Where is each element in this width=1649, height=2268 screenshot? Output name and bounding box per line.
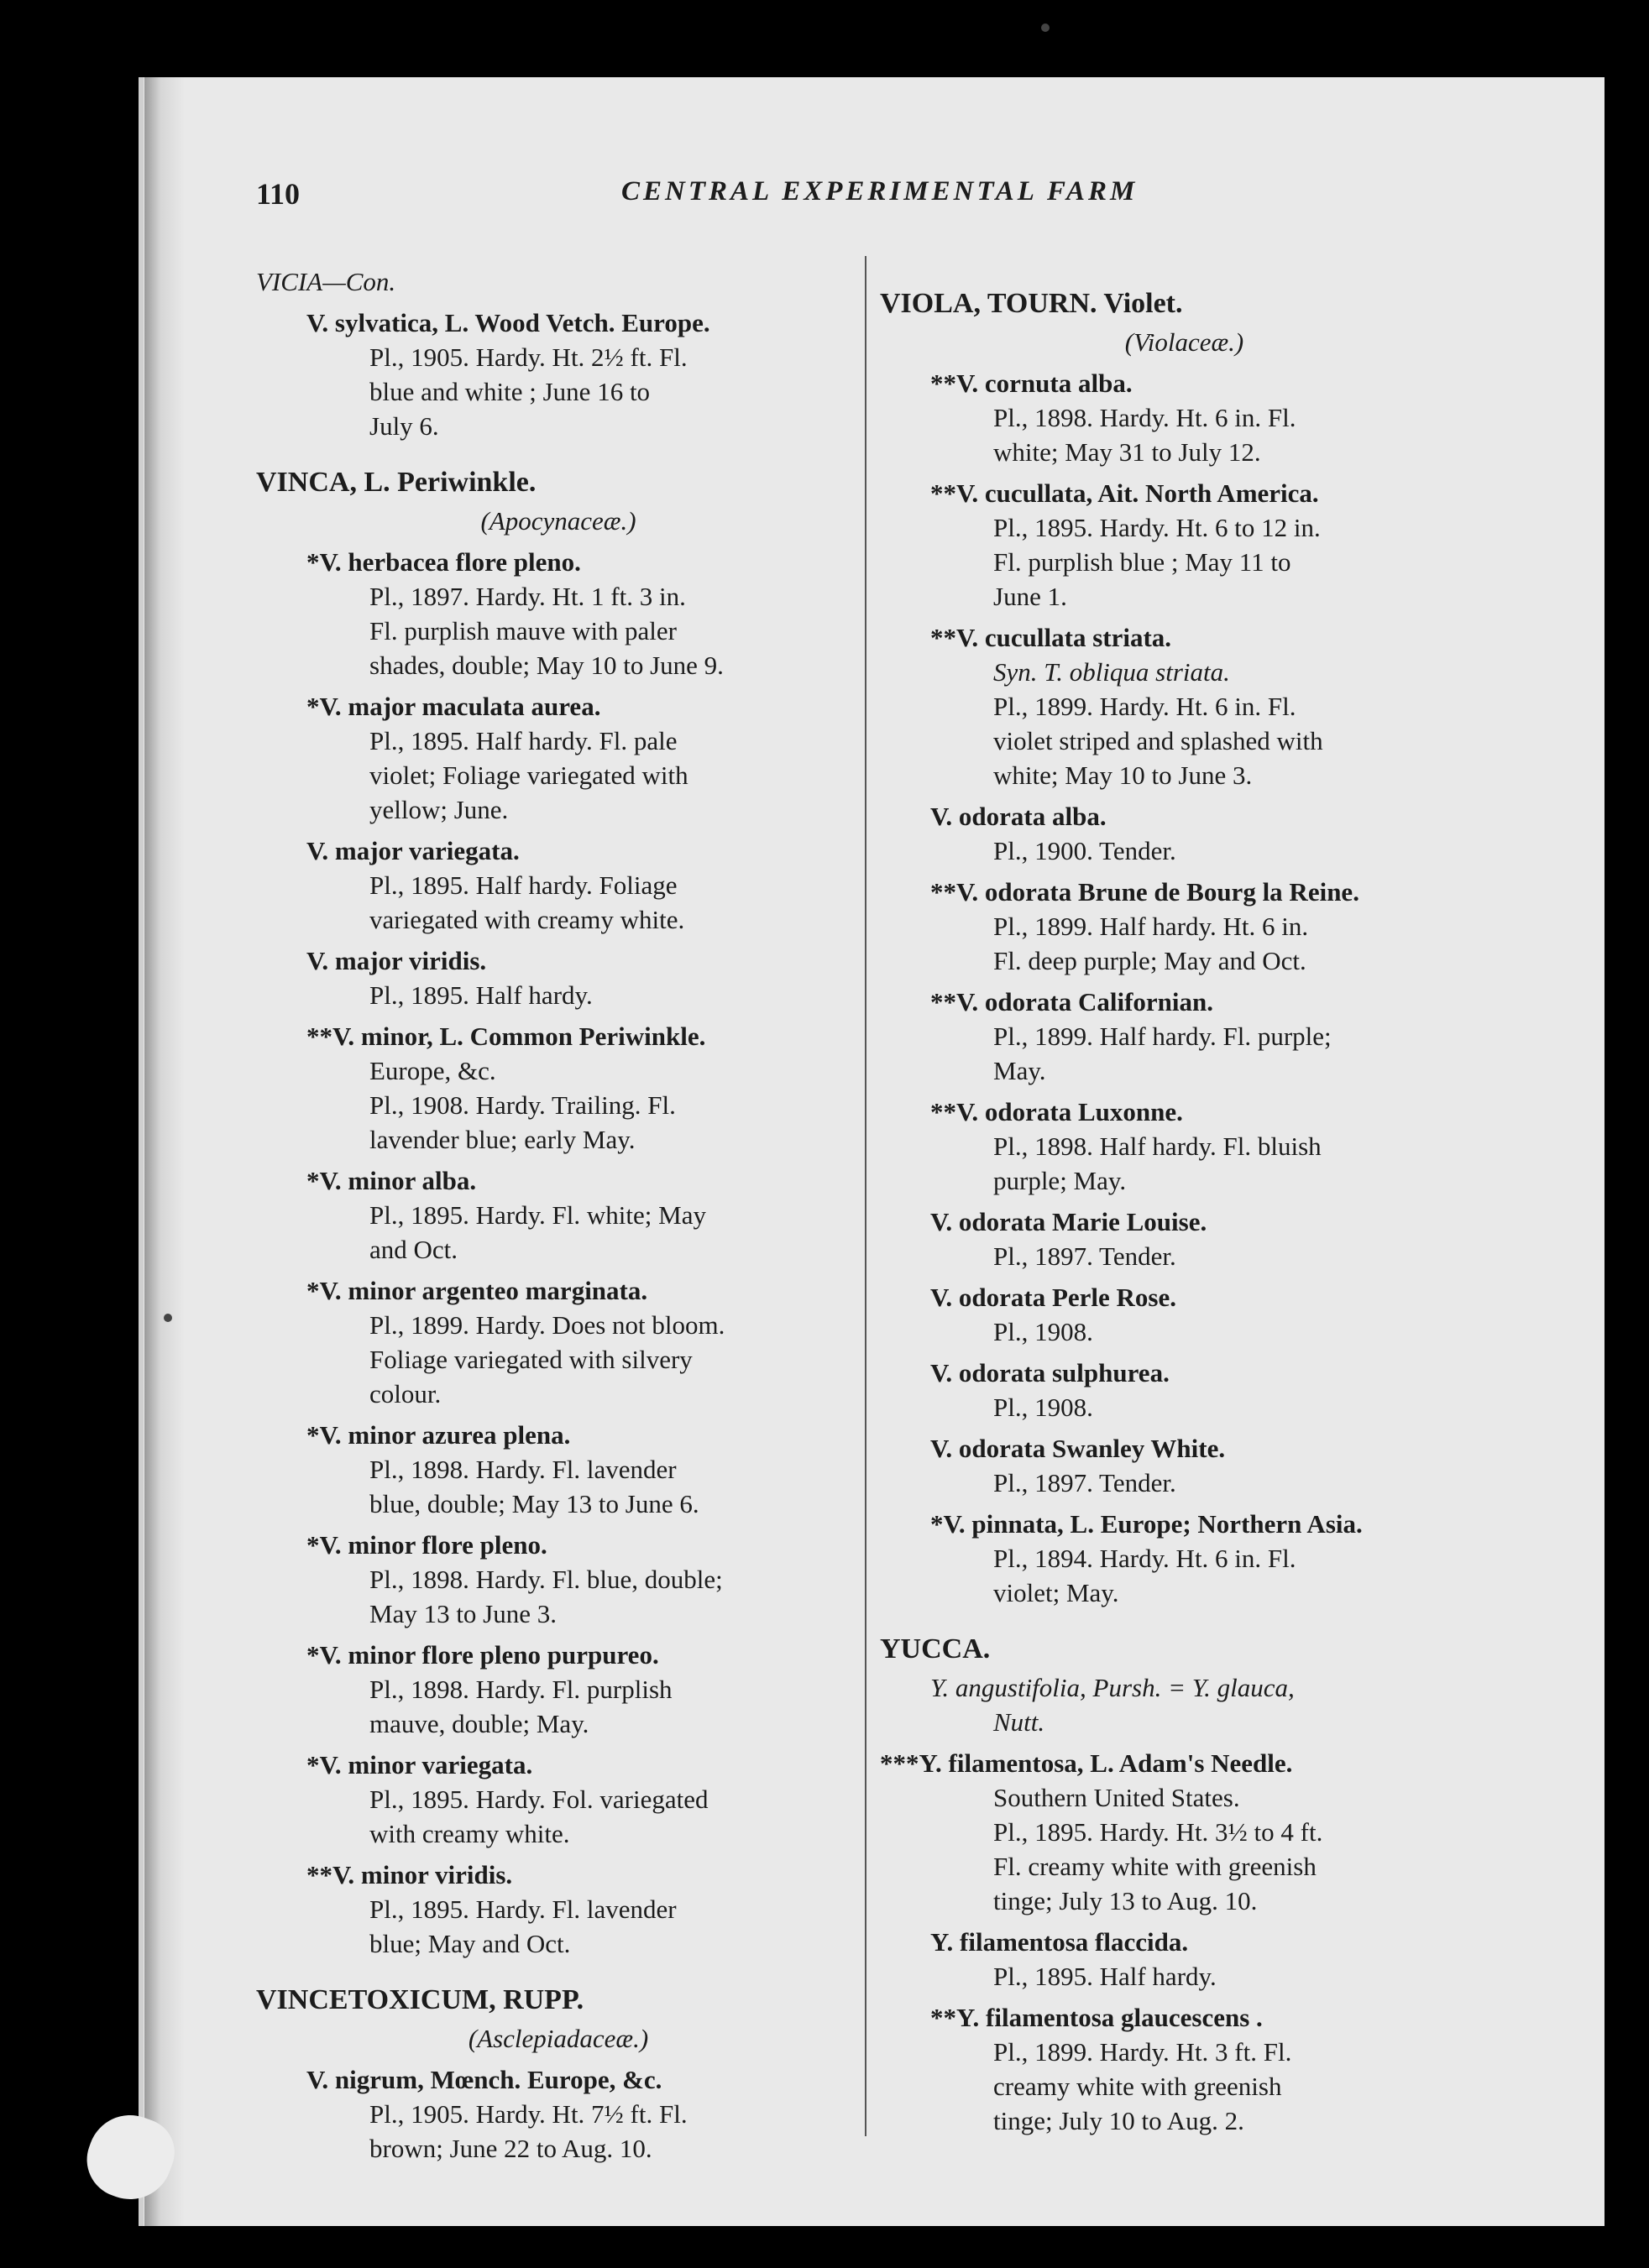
species-entry-name: *V. pinnata, L. Europe; Northern Asia. — [930, 1509, 1363, 1539]
entry-detail-line: colour. — [369, 1379, 442, 1408]
family-name: (Apocynaceæ.) — [480, 506, 636, 536]
species-entry-name: ***Y. filamentosa, L. Adam's Needle. — [880, 1748, 1293, 1778]
entry-detail-line: Pl., 1898. Hardy. Ht. 6 in. Fl. — [993, 403, 1296, 432]
entry-detail-line: May 13 to June 3. — [369, 1599, 558, 1628]
entry-detail-line: Foliage variegated with silvery — [369, 1345, 693, 1374]
species-entry-name: *V. minor flore pleno purpureo. — [306, 1640, 659, 1670]
entry-detail-line: Pl., 1898. Hardy. Fl. blue, double; — [369, 1565, 723, 1594]
entry-detail-line: Pl., 1905. Hardy. Ht. 2½ ft. Fl. — [369, 342, 688, 372]
synonym-line: VICIA—Con. — [256, 267, 396, 296]
entry-detail-line: Pl., 1898. Hardy. Fl. purplish — [369, 1675, 673, 1704]
entry-detail-line: white; May 31 to July 12. — [993, 437, 1261, 467]
left-column — [256, 264, 861, 2166]
entry-detail-line: tinge; July 10 to Aug. 2. — [993, 2106, 1244, 2135]
entry-detail-line: brown; June 22 to Aug. 10. — [369, 2134, 652, 2163]
entry-detail-line: creamy white with greenish — [993, 2072, 1282, 2101]
entry-detail-line: Pl., 1895. Hardy. Fl. lavender — [369, 1894, 677, 1924]
species-entry-name: **V. cucullata striata. — [930, 623, 1172, 652]
speck — [164, 1314, 172, 1322]
species-entry-name: **V. cornuta alba. — [930, 368, 1133, 398]
genus-heading: VIOLA, TOURN. Violet. — [880, 288, 1183, 319]
species-entry-name: **Y. filamentosa glaucescens . — [930, 2003, 1263, 2032]
species-entry-name: V. odorata sulphurea. — [930, 1358, 1170, 1387]
page-number: 110 — [256, 177, 301, 211]
entry-detail-line: Pl., 1895. Hardy. Fl. white; May — [369, 1200, 706, 1230]
entry-detail-line: Pl., 1897. Tender. — [993, 1241, 1176, 1271]
species-entry-name: V. odorata Marie Louise. — [930, 1207, 1207, 1236]
genus-heading: VINCETOXICUM, RUPP. — [256, 1984, 584, 2015]
family-name: (Violaceæ.) — [1124, 327, 1244, 357]
entry-detail-line: blue, double; May 13 to June 6. — [369, 1489, 699, 1518]
running-head: CENTRAL EXPERIMENTAL FARM — [621, 176, 1139, 206]
entry-detail-line: July 6. — [369, 411, 439, 441]
species-entry-name: **V. cucullata, Ait. North America. — [930, 478, 1319, 508]
entry-detail-line: Pl., 1908. — [993, 1393, 1093, 1422]
species-entry-name: *V. major maculata aurea. — [306, 692, 601, 721]
entry-detail-line: shades, double; May 10 to June 9. — [369, 651, 724, 680]
entry-detail-line: violet striped and splashed with — [993, 726, 1323, 755]
entry-detail-line: Pl., 1900. Tender. — [993, 836, 1176, 865]
synonym-line: Nutt. — [993, 1707, 1045, 1737]
entry-detail-line: Pl., 1908. Hardy. Trailing. Fl. — [369, 1090, 676, 1120]
entry-detail-line: tinge; July 13 to Aug. 10. — [993, 1886, 1258, 1915]
entry-detail-line: Pl., 1894. Hardy. Ht. 6 in. Fl. — [993, 1544, 1296, 1573]
species-entry-name: **V. minor, L. Common Periwinkle. — [306, 1022, 706, 1051]
entry-detail-line: Pl., 1899. Hardy. Ht. 3 ft. Fl. — [993, 2037, 1292, 2067]
species-entry-name: **V. odorata Californian. — [930, 987, 1214, 1016]
entry-detail-line: and Oct. — [369, 1235, 458, 1264]
entry-detail-line: Pl., 1895. Half hardy. — [993, 1962, 1217, 1991]
entry-detail-line: Pl., 1897. Tender. — [993, 1468, 1176, 1497]
page-binding-edge — [144, 77, 185, 2226]
entry-detail-line: blue and white ; June 16 to — [369, 377, 651, 406]
entry-detail-line: Pl., 1895. Hardy. Ht. 6 to 12 in. — [993, 513, 1321, 542]
entry-detail-line: violet; May. — [993, 1578, 1119, 1607]
entry-detail-line: Pl., 1895. Hardy. Ht. 3½ to 4 ft. — [993, 1817, 1323, 1847]
entry-detail-line: Pl., 1899. Half hardy. Ht. 6 in. — [993, 912, 1309, 941]
entry-detail-line: Pl., 1895. Half hardy. Fl. pale — [369, 726, 678, 755]
species-entry-name: V. nigrum, Mœnch. Europe, &c. — [306, 2065, 662, 2094]
species-entry-name: *V. minor alba. — [306, 1166, 477, 1195]
entry-detail-line: Europe, &c. — [369, 1056, 496, 1085]
entry-detail-line: Pl., 1898. Half hardy. Fl. bluish — [993, 1131, 1322, 1161]
entry-detail-line: Pl., 1895. Hardy. Fol. variegated — [369, 1785, 709, 1814]
column-divider — [865, 256, 866, 2136]
entry-detail-line: variegated with creamy white. — [369, 905, 685, 934]
species-entry-name: **V. odorata Brune de Bourg la Reine. — [930, 877, 1359, 907]
entry-detail-line: mauve, double; May. — [369, 1709, 589, 1738]
entry-detail-line: Pl., 1908. — [993, 1317, 1093, 1346]
synonym-line: Syn. T. obliqua striata. — [993, 657, 1230, 687]
species-entry-name: V. odorata Perle Rose. — [930, 1283, 1177, 1312]
species-entry-name: Y. filamentosa flaccida. — [930, 1927, 1189, 1957]
species-entry-name: *V. herbacea flore pleno. — [306, 547, 581, 577]
entry-detail-line: Fl. creamy white with greenish — [993, 1852, 1317, 1881]
entry-detail-line: Southern United States. — [993, 1783, 1240, 1812]
entry-detail-line: yellow; June. — [369, 795, 509, 824]
entry-detail-line: purple; May. — [993, 1166, 1127, 1195]
speck — [1041, 24, 1050, 32]
entry-detail-line: violet; Foliage variegated with — [369, 760, 688, 790]
species-entry-name: *V. minor argenteo marginata. — [306, 1276, 648, 1305]
species-entry-name: **V. minor viridis. — [306, 1860, 513, 1889]
entry-detail-line: Pl., 1898. Hardy. Fl. lavender — [369, 1455, 677, 1484]
entry-detail-line: Fl. deep purple; May and Oct. — [993, 946, 1306, 975]
entry-detail-line: lavender blue; early May. — [369, 1125, 636, 1154]
entry-detail-line: Pl., 1899. Hardy. Ht. 6 in. Fl. — [993, 692, 1296, 721]
entry-detail-line: Fl. purplish blue ; May 11 to — [993, 547, 1291, 577]
species-entry-name: V. odorata Swanley White. — [930, 1434, 1226, 1463]
genus-heading: VINCA, L. Periwinkle. — [256, 467, 537, 498]
entry-detail-line: Pl., 1899. Half hardy. Fl. purple; — [993, 1022, 1332, 1051]
genus-heading: YUCCA. — [880, 1633, 991, 1664]
entry-detail-line: Pl., 1895. Half hardy. — [369, 980, 593, 1010]
entry-detail-line: white; May 10 to June 3. — [993, 760, 1253, 790]
entry-detail-line: with creamy white. — [369, 1819, 570, 1848]
entry-detail-line: Pl., 1905. Hardy. Ht. 7½ ft. Fl. — [369, 2099, 688, 2129]
entry-detail-line: Pl., 1897. Hardy. Ht. 1 ft. 3 in. — [369, 582, 686, 611]
right-column — [880, 264, 1489, 2138]
species-entry-name: *V. minor flore pleno. — [306, 1530, 547, 1560]
entry-detail-line: Pl., 1899. Hardy. Does not bloom. — [369, 1310, 725, 1340]
species-entry-name: V. odorata alba. — [930, 802, 1107, 831]
entry-detail-line: Pl., 1895. Half hardy. Foliage — [369, 870, 678, 900]
species-entry-name: V. sylvatica, L. Wood Vetch. Europe. — [306, 308, 710, 337]
entry-detail-line: blue; May and Oct. — [369, 1929, 571, 1958]
species-entry-name: V. major variegata. — [306, 836, 520, 865]
entry-detail-line: May. — [993, 1056, 1046, 1085]
species-entry-name: **V. odorata Luxonne. — [930, 1097, 1183, 1126]
entry-detail-line: June 1. — [993, 582, 1067, 611]
page-header — [252, 172, 1495, 222]
species-entry-name: *V. minor variegata. — [306, 1750, 533, 1779]
entry-detail-line: Fl. purplish mauve with paler — [369, 616, 677, 645]
family-name: (Asclepiadaceæ.) — [468, 2024, 649, 2053]
species-entry-name: V. major viridis. — [306, 946, 487, 975]
species-entry-name: *V. minor azurea plena. — [306, 1420, 571, 1450]
synonym-line: Y. angustifolia, Pursh. = Y. glauca, — [930, 1673, 1295, 1702]
